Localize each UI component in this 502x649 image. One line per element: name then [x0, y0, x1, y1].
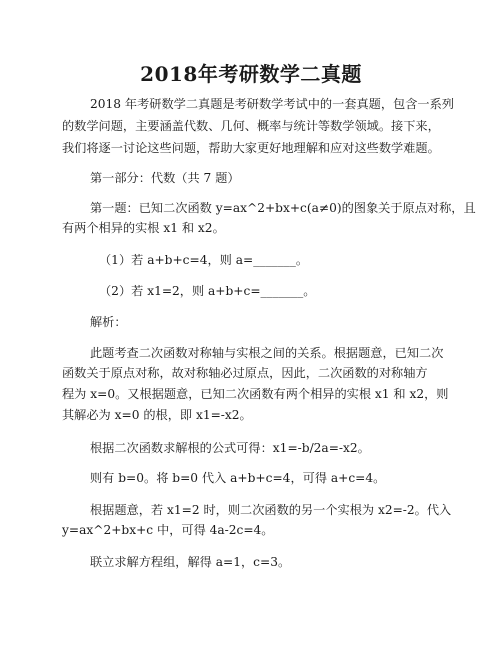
- analysis-line: 其解必为 x=0 的根，即 x1=-x2。: [62, 408, 252, 422]
- document-title: 2018年考研数学二真题: [140, 62, 362, 86]
- analysis-line: y=ax^2+bx+c 中，可得 4a-2c=4。: [62, 523, 274, 537]
- sub-question: （2）若 x1=2，则 a+b+c=_______。: [99, 284, 316, 298]
- paragraph-line: 2018 年考研数学二真题是考研数学考试中的一套真题，包含一系列: [90, 97, 454, 111]
- analysis-line: 则有 b=0。将 b=0 代入 a+b+c=4，可得 a+c=4。: [90, 471, 386, 485]
- analysis-line: 根据题意，若 x1=2 时，则二次函数的另一个实根为 x2=-2。代入: [90, 503, 452, 517]
- paragraph-line: 我们将逐一讨论这些问题，帮助大家更好地理解和应对这些数学难题。: [62, 141, 440, 155]
- sub-question: （1）若 a+b+c=4，则 a=_______。: [99, 253, 309, 267]
- analysis-line: 程为 x=0。又根据题意，已知二次函数有两个相异的实根 x1 和 x2，则: [62, 387, 449, 401]
- analysis-label: 解析：: [90, 315, 127, 329]
- paragraph-line: 的数学问题，主要涵盖代数、几何、概率与统计等数学领域。接下来，: [62, 119, 440, 133]
- analysis-line: 函数关于原点对称，故对称轴必过原点，因此，二次函数的对称轴方: [62, 366, 428, 380]
- section-heading: 第一部分：代数（共 7 题）: [90, 171, 240, 185]
- question-line: 有两个相异的实根 x1 和 x2。: [62, 221, 225, 235]
- analysis-line: 根据二次函数求解根的公式可得：x1=-b/2a=-x2。: [90, 441, 370, 455]
- analysis-line: 联立求解方程组，解得 a=1，c=3。: [90, 555, 291, 569]
- question-line: 第一题：已知二次函数 y=ax^2+bx+c(a≠0)的图象关于原点对称，且: [90, 201, 476, 215]
- analysis-line: 此题考查二次函数对称轴与实根之间的关系。根据题意，已知二次: [90, 346, 444, 360]
